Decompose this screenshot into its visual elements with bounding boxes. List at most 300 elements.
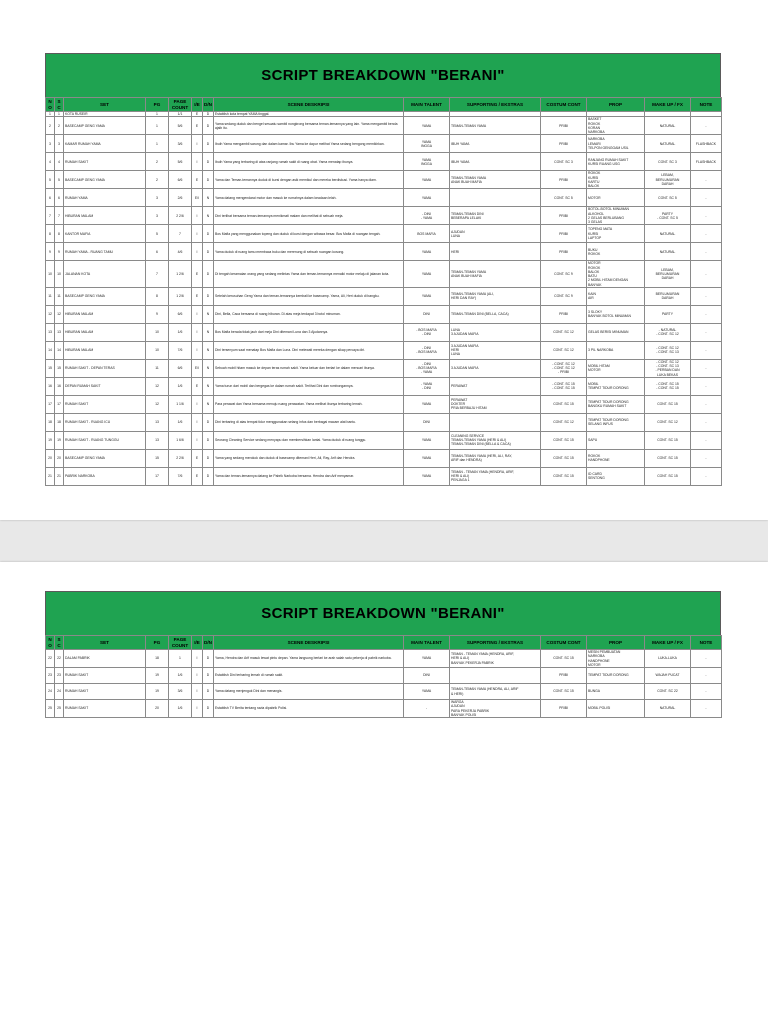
cell-make-up: - CONT. SC 15 - CONT. SC 15 xyxy=(645,377,691,395)
cell-no: 12 xyxy=(46,305,55,323)
cell-page-count: 1/6 xyxy=(169,700,192,718)
cell-main-talent: YAMA xyxy=(404,449,450,467)
cell-supporting: CLEANING SERVICE TEMAN-TEMAN YAMA (HERI & ALI) TEMAN-TEMAN DINI (BELLA & CACA) xyxy=(450,431,541,449)
cell-make-up: LUKA-LUKA xyxy=(645,650,691,668)
cell-dn: N xyxy=(203,359,214,377)
cell-prop: SAPU xyxy=(587,431,645,449)
cell-supporting: 3 AJUDAN MAFIA HERI LUNA xyxy=(450,341,541,359)
cell-scene-desc: Establish Dini terbaring lemah di rumah sakit. xyxy=(214,668,404,684)
cell-no: 18 xyxy=(46,413,55,431)
cell-supporting: TEMAN-TEMAN DINI BEBERAPA LELAKI xyxy=(450,207,541,225)
cell-ie: I xyxy=(192,700,203,718)
cell-pg: 18 xyxy=(146,650,169,668)
cell-main-talent: YAMA xyxy=(404,117,450,135)
table-row xyxy=(46,243,722,261)
title-band xyxy=(45,591,721,635)
cell-scene-desc: Yama datang mengendarai motor dan masuk ke rumahnya dalam keadaan lelah. xyxy=(214,189,404,207)
cell-scene-desc: Establish TV Berita tentang razia dipabrik Polisi. xyxy=(214,700,404,718)
cell-pg: 8 xyxy=(146,287,169,305)
table-row xyxy=(46,189,722,207)
cell-main-talent: YAMA xyxy=(404,431,450,449)
cell-ie: E xyxy=(192,449,203,467)
table-row xyxy=(46,323,722,341)
cell-make-up: LEBAM, BERLUMURAN DARAH xyxy=(645,171,691,189)
cell-page-count: 6/6 xyxy=(169,305,192,323)
col-header-no: NO xyxy=(46,636,55,650)
cell-page-count: 1/6 xyxy=(169,413,192,431)
cell-set: RUMAH SAKIT xyxy=(64,684,146,700)
table-row xyxy=(46,700,722,718)
cell-pg: 7 xyxy=(146,261,169,288)
cell-prop: NARKOBA LEMARI TELPON GENGGAM USIL xyxy=(587,135,645,153)
cell-note: - xyxy=(691,261,722,288)
cell-no: 6 xyxy=(46,189,55,207)
cell-sc: 23 xyxy=(55,668,64,684)
cell-pg: 19 xyxy=(146,668,169,684)
cell-no: 10 xyxy=(46,261,55,288)
breakdown-table-2 xyxy=(45,591,721,718)
cell-sc: 6 xyxy=(55,189,64,207)
cell-main-talent: YAMA INGGA xyxy=(404,153,450,171)
table-row xyxy=(46,305,722,323)
cell-scene-desc: Setelah kerusuhan Geng Yama dan teman-temannya kembali ke basecamp. Yama, Ali, Heri duduk di bangku. xyxy=(214,287,404,305)
cell-costum-cont: CONT. SC 15 xyxy=(541,395,587,413)
col-header-scene-deskripsi: SCENE DESKRIPSI xyxy=(214,636,404,650)
cell-note: - xyxy=(691,650,722,668)
cell-make-up: CONT. SC 3 xyxy=(645,153,691,171)
table-row xyxy=(46,117,722,135)
cell-dn: D xyxy=(203,700,214,718)
cell-sc: 19 xyxy=(55,431,64,449)
cell-dn: D xyxy=(203,153,214,171)
cell-ie: I xyxy=(192,135,203,153)
cell-sc: 5 xyxy=(55,171,64,189)
cell-pg: 17 xyxy=(146,467,169,485)
cell-page-count: 1/6 xyxy=(169,323,192,341)
cell-prop: MOBIL TEMPAT TIDUR DORONG xyxy=(587,377,645,395)
cell-main-talent: YAMA xyxy=(404,189,450,207)
cell-scene-desc: Seorang Cleaning Service sedang menyapu dan membersihkan lantai. Yama duduk di ruang tunggu. xyxy=(214,431,404,449)
cell-note: - xyxy=(691,243,722,261)
cell-note: FLASHBACK xyxy=(691,153,722,171)
cell-pg: 13 xyxy=(146,413,169,431)
cell-ie: E xyxy=(192,112,203,117)
cell-set: RUMAH SAKIT xyxy=(64,153,146,171)
cell-dn: N xyxy=(203,323,214,341)
cell-sc: 12 xyxy=(55,305,64,323)
cell-prop: BUKU ROKOK xyxy=(587,243,645,261)
table-row xyxy=(46,377,722,395)
cell-scene-desc: Yama turun dari mobil dan bergegas ke dalam rumah sakit. Terlihat Dini dan rombongannya. xyxy=(214,377,404,395)
cell-pg: 12 xyxy=(146,395,169,413)
table-row xyxy=(46,135,722,153)
cell-main-talent: YAMA xyxy=(404,395,450,413)
cell-no: 23 xyxy=(46,668,55,684)
cell-set: JALANAN KOTA xyxy=(64,261,146,288)
cell-pg: 3 xyxy=(146,207,169,225)
cell-supporting xyxy=(450,413,541,431)
cell-prop: ROKOK HANDPHONE xyxy=(587,449,645,467)
cell-dn: D xyxy=(203,112,214,117)
cell-prop: ID CARD SENTONG xyxy=(587,467,645,485)
cell-costum-cont: PRIBI xyxy=(541,700,587,718)
cell-main-talent: - YAMA - DINI xyxy=(404,377,450,395)
cell-scene-desc: Yama dan teman-temannya datang ke Pabrik Narkoba bersama. Hendra dan Arif menyamar. xyxy=(214,467,404,485)
cell-ie: I xyxy=(192,431,203,449)
cell-page-count: 3/6 xyxy=(169,135,192,153)
cell-ie: I xyxy=(192,341,203,359)
col-header-set: SET xyxy=(64,98,146,112)
cell-note: - xyxy=(691,467,722,485)
cell-page-count: 1/6 xyxy=(169,377,192,395)
cell-note: - xyxy=(691,323,722,341)
cell-prop: MESIN PEMBUATAN NARKOBA HANDPHONE MOTOR xyxy=(587,650,645,668)
cell-set: RUMAH SAKIT - RUANG TUNGGU xyxy=(64,431,146,449)
cell-set: KANTOR MAFIA xyxy=(64,225,146,243)
table-row xyxy=(46,449,722,467)
cell-sc: 9 xyxy=(55,243,64,261)
cell-make-up: BERLUMURAN DARAH xyxy=(645,287,691,305)
cell-set: HIBURAN MALAM xyxy=(64,341,146,359)
cell-supporting xyxy=(450,668,541,684)
cell-prop: BUNGA xyxy=(587,684,645,700)
cell-sc: 24 xyxy=(55,684,64,700)
cell-main-talent: DINI xyxy=(404,305,450,323)
cell-sc: 1 xyxy=(55,112,64,117)
col-header-costum-cont: COSTUM CONT xyxy=(541,98,587,112)
cell-costum-cont: CONT. SC 15 xyxy=(541,684,587,700)
cell-supporting xyxy=(450,189,541,207)
table-row xyxy=(46,684,722,700)
cell-ie: I xyxy=(192,668,203,684)
col-header-main-talent: MAIN TALENT xyxy=(404,636,450,650)
cell-costum-cont: CONT. SC 5 xyxy=(541,189,587,207)
cell-sc: 15 xyxy=(55,359,64,377)
cell-ie: I xyxy=(192,684,203,700)
cell-note: - xyxy=(691,395,722,413)
cell-scene-desc: Yama sedang duduk dan bengel sesuatu sambil nongkrong bersama teman-temannya yang lain. Yama mengambil benda ajaib itu. xyxy=(214,117,404,135)
cell-scene-desc: Ibuih Yama yang terbaring di atas ranjang rumah sakit di ruang obat. Yama menatap ibunya. xyxy=(214,153,404,171)
cell-no: 24 xyxy=(46,684,55,700)
cell-make-up: - NATURAL - CONT. SC 12 xyxy=(645,323,691,341)
cell-prop: MOBIL HITAM MOTOR xyxy=(587,359,645,377)
cell-ie: I xyxy=(192,243,203,261)
cell-make-up: NATURAL xyxy=(645,225,691,243)
cell-page-count: 5/6 xyxy=(169,117,192,135)
cell-dn: D xyxy=(203,431,214,449)
cell-prop: MOBIL POLISI xyxy=(587,700,645,718)
cell-page-count: 1/6 xyxy=(169,668,192,684)
col-header-page-count: PAGE COUNT xyxy=(169,636,192,650)
col-header-note: NOTE xyxy=(691,98,722,112)
cell-sc: 16 xyxy=(55,377,64,395)
cell-sc: 10 xyxy=(55,261,64,288)
cell-dn: D xyxy=(203,135,214,153)
table-row xyxy=(46,341,722,359)
cell-costum-cont: CONT. SC 15 xyxy=(541,650,587,668)
cell-page-count: 1 2/6 xyxy=(169,287,192,305)
cell-costum-cont: CONT. SC 15 xyxy=(541,449,587,467)
cell-costum-cont: PRIBI xyxy=(541,225,587,243)
cell-note: - xyxy=(691,449,722,467)
cell-main-talent: - xyxy=(404,700,450,718)
cell-dn: D xyxy=(203,225,214,243)
cell-set: BASECAMP GENG YAMA xyxy=(64,449,146,467)
cell-scene-desc: Dini terlihat bersama teman-temannya menikmati malam dan melihat di sebuah meja. xyxy=(214,207,404,225)
cell-sc: 20 xyxy=(55,449,64,467)
cell-prop: BASKET ROKOK KORAN NARKOBA xyxy=(587,117,645,135)
cell-page-count: 1 6/6 xyxy=(169,431,192,449)
cell-sc: 4 xyxy=(55,153,64,171)
cell-prop: TOPENG MATA KURSI LAPTOP xyxy=(587,225,645,243)
cell-make-up: CONT. SC 5 xyxy=(645,189,691,207)
cell-set: RUMAH SAKIT - RUANG ICU xyxy=(64,413,146,431)
cell-ie: E xyxy=(192,261,203,288)
cell-dn: D xyxy=(203,449,214,467)
cell-supporting: TEMAN-TEMAN YAMA xyxy=(450,117,541,135)
cell-pg: 1 xyxy=(146,112,169,117)
cell-set: HIBURAN MALAM xyxy=(64,305,146,323)
cell-no: 20 xyxy=(46,449,55,467)
col-header-pg: PG xyxy=(146,636,169,650)
table-row xyxy=(46,261,722,288)
cell-ie: E xyxy=(192,287,203,305)
cell-sc: 18 xyxy=(55,413,64,431)
cell-note: - xyxy=(691,117,722,135)
table-row xyxy=(46,171,722,189)
cell-dn: N xyxy=(203,341,214,359)
cell-supporting: 3 AJUDAN MAFIA xyxy=(450,359,541,377)
table-row xyxy=(46,650,722,668)
cell-scene-desc: Para perawat dan Yama bersama menuju ruang perawatan. Yama melihat ibunya terbaring lemah. xyxy=(214,395,404,413)
cell-page-count: 5/6 xyxy=(169,153,192,171)
cell-ie: E xyxy=(192,467,203,485)
cell-sc: 21 xyxy=(55,467,64,485)
table-row xyxy=(46,668,722,684)
cell-no: 1 xyxy=(46,112,55,117)
cell-prop: MOTOR ROKOK BALOK BATU 2 MOBIL HITAM DENGAN BANYAK xyxy=(587,261,645,288)
cell-sc: 13 xyxy=(55,323,64,341)
cell-supporting: TEMAN-TEMAN YAMA ANAK BUAH MAFIA xyxy=(450,261,541,288)
table-row xyxy=(46,207,722,225)
table-row xyxy=(46,431,722,449)
cell-pg: 6 xyxy=(146,243,169,261)
col-header-scene-deskripsi: SCENE DESKRIPSI xyxy=(214,98,404,112)
cell-make-up: PARTY xyxy=(645,305,691,323)
cell-ie: I xyxy=(192,153,203,171)
cell-note: - xyxy=(691,189,722,207)
cell-costum-cont: CONT. SC 12 xyxy=(541,413,587,431)
cell-set: DALAM PABRIK xyxy=(64,650,146,668)
col-header-page-count: PAGE COUNT xyxy=(169,98,192,112)
title-band xyxy=(45,53,721,97)
cell-no: 17 xyxy=(46,395,55,413)
cell-sc: 7 xyxy=(55,207,64,225)
cell-main-talent: YAMA xyxy=(404,287,450,305)
cell-no: 2 xyxy=(46,117,55,135)
cell-scene-desc: Dini terbaring di atas tempat tidur menggunakan selang infus dan berbagai macam alat bantu. xyxy=(214,413,404,431)
cell-supporting: TEMAN-TEMAN YAMA ANAK BUAH MAFIA xyxy=(450,171,541,189)
cell-costum-cont: CONT. SC 9 xyxy=(541,261,587,288)
cell-make-up: - CONT. SC 12 - CONT. SC 13 xyxy=(645,341,691,359)
cell-dn: N xyxy=(203,377,214,395)
cell-supporting: PERAWAT DOKTER PRIA BERBAJU HITAM xyxy=(450,395,541,413)
cell-prop: KAIN AIR xyxy=(587,287,645,305)
cell-main-talent: - DINI - BOS MAFIA xyxy=(404,341,450,359)
table-row xyxy=(46,467,722,485)
cell-prop: TEMPAT TIDUR DORONG SELANG INFUS xyxy=(587,413,645,431)
cell-no: 7 xyxy=(46,207,55,225)
cell-dn: N xyxy=(203,207,214,225)
cell-set: RUMAH SAKIT - DEPAN TERAS xyxy=(64,359,146,377)
cell-sc: 11 xyxy=(55,287,64,305)
cell-scene-desc: Yama duduk di ruang tamu membaca buku dan merenung di sebuah ruangan kosong. xyxy=(214,243,404,261)
cell-prop: TEMPAT TIDUR DORONG xyxy=(587,668,645,684)
cell-supporting: PERAWAT xyxy=(450,377,541,395)
cell-costum-cont: - CONT. SC 15 - CONT. SC 15 xyxy=(541,377,587,395)
cell-page-count: 7/6 xyxy=(169,341,192,359)
cell-make-up: LEBAM, BERLUMURAN DARAH xyxy=(645,261,691,288)
cell-set: DEPAN RUMAH SAKIT xyxy=(64,377,146,395)
cell-ie: I xyxy=(192,225,203,243)
cell-dn: D xyxy=(203,117,214,135)
cell-set: BASECAMP GENG YAMA xyxy=(64,287,146,305)
cell-pg: 2 xyxy=(146,153,169,171)
cell-scene-desc: Establish kota tempat YAMA tinggal. xyxy=(214,112,404,117)
cell-supporting: LUNA 3 AJUDAN MAFIA xyxy=(450,323,541,341)
cell-pg: 3 xyxy=(146,189,169,207)
cell-set: HIBURAN MALAM xyxy=(64,323,146,341)
cell-main-talent: YAMA xyxy=(404,243,450,261)
cell-pg: 9 xyxy=(146,305,169,323)
cell-dn: N xyxy=(203,189,214,207)
cell-page-count: 4/6 xyxy=(169,243,192,261)
script-table xyxy=(45,97,722,486)
cell-costum-cont: PRIBI xyxy=(541,135,587,153)
page-title: SCRIPT BREAKDOWN "BERANI" xyxy=(261,605,505,622)
cell-sc: 22 xyxy=(55,650,64,668)
table-row xyxy=(46,225,722,243)
cell-pg: 10 xyxy=(146,323,169,341)
cell-costum-cont: CONT. SC 12 xyxy=(541,323,587,341)
cell-main-talent: BOS MAFIA xyxy=(404,225,450,243)
col-header-dn: D/N xyxy=(203,636,214,650)
cell-note: - xyxy=(691,377,722,395)
col-header-dn: D/N xyxy=(203,98,214,112)
cell-sc: 3 xyxy=(55,135,64,153)
cell-no: 9 xyxy=(46,243,55,261)
cell-no: 4 xyxy=(46,153,55,171)
cell-scene-desc: Yama datang menjenguk Dini dan menangis. xyxy=(214,684,404,700)
cell-dn: D xyxy=(203,413,214,431)
cell-sc: 17 xyxy=(55,395,64,413)
col-header-no: NO xyxy=(46,98,55,112)
col-header-main-talent: MAIN TALENT xyxy=(404,98,450,112)
cell-no: 3 xyxy=(46,135,55,153)
cell-main-talent: DINI xyxy=(404,668,450,684)
cell-supporting: WARGA AJUDAN PARA PEKERJA PABRIK BANYAK POLISI xyxy=(450,700,541,718)
col-header-prop: PROP xyxy=(587,636,645,650)
cell-make-up: CONT. SC 15 xyxy=(645,395,691,413)
cell-main-talent: YAMA xyxy=(404,650,450,668)
cell-make-up: CONT. SC 15 xyxy=(645,449,691,467)
cell-no: 13 xyxy=(46,323,55,341)
cell-costum-cont: PRIBI xyxy=(541,243,587,261)
col-header-sc: SC xyxy=(55,98,64,112)
cell-scene-desc: Di tengah keramaian orang yang sedang melintas Yama dan teman-temannya menaiki motor melaju di jalanan kota. xyxy=(214,261,404,288)
cell-ie: I xyxy=(192,650,203,668)
cell-make-up: NATURAL xyxy=(645,700,691,718)
cell-make-up: PARTY - CONT. SC 5 xyxy=(645,207,691,225)
header-row xyxy=(46,636,722,650)
col-header-supporting: SUPPORTING / EKSTRAS xyxy=(450,98,541,112)
cell-pg: 10 xyxy=(146,341,169,359)
cell-prop: 3 SLOKY BANYAK BOTOL MINUMAN xyxy=(587,305,645,323)
col-header-set: SET xyxy=(64,636,146,650)
cell-pg: 20 xyxy=(146,700,169,718)
table-row xyxy=(46,359,722,377)
cell-prop: MOTOR xyxy=(587,189,645,207)
cell-set: RUMAH SAKIT xyxy=(64,668,146,684)
cell-supporting: IBUH YAMA xyxy=(450,153,541,171)
cell-note: - xyxy=(691,225,722,243)
cell-supporting: TEMAN - TEMAN YAMA (HENDRA, ARIF, HERI & ALI) BANYAK PEKERJA PABRIK xyxy=(450,650,541,668)
cell-make-up: CONT. SC 12 xyxy=(645,413,691,431)
cell-page-count: 2/6 xyxy=(169,189,192,207)
col-header-note: NOTE xyxy=(691,636,722,650)
header-row xyxy=(46,98,722,112)
cell-set: RUMAH YAMA xyxy=(64,189,146,207)
cell-ie: E xyxy=(192,171,203,189)
cell-note: - xyxy=(691,700,722,718)
cell-page-count: 1 1/6 xyxy=(169,395,192,413)
cell-no: 21 xyxy=(46,467,55,485)
cell-no: 15 xyxy=(46,359,55,377)
cell-main-talent: YAMA xyxy=(404,171,450,189)
cell-supporting: TEMAN - TEMAN YAMA (HENDRA, ARIF, HERI & ALI) PENJAGA 1 xyxy=(450,467,541,485)
cell-main-talent: - DINI - BOS MAFIA - YAMA xyxy=(404,359,450,377)
cell-prop: GELAS BERISI MINUMAN xyxy=(587,323,645,341)
cell-scene-desc: Dini tersenyum saat menatap Bos Mafia dan Luna. Dini melewati mereka dengan sikap percaya diri. xyxy=(214,341,404,359)
cell-dn: D xyxy=(203,287,214,305)
cell-no: 25 xyxy=(46,700,55,718)
cell-note: FLASHBACK xyxy=(691,135,722,153)
cell-pg: 5 xyxy=(146,225,169,243)
col-header-ie: I/E xyxy=(192,636,203,650)
cell-set: KAMAR RUMAH YAMA xyxy=(64,135,146,153)
cell-set: RUMAH SAKIT xyxy=(64,700,146,718)
cell-dn: D xyxy=(203,650,214,668)
cell-dn: N xyxy=(203,395,214,413)
col-header-ie: I/E xyxy=(192,98,203,112)
cell-page-count: 6/6 xyxy=(169,171,192,189)
cell-costum-cont: PRIBI xyxy=(541,668,587,684)
cell-main-talent: - DINI - YAMA xyxy=(404,207,450,225)
cell-prop: ROKOK KURSI KARTU BALOK xyxy=(587,171,645,189)
cell-costum-cont: CONT. SC 3 xyxy=(541,153,587,171)
cell-no: 19 xyxy=(46,431,55,449)
cell-ie: E xyxy=(192,377,203,395)
cell-supporting: TEMAN-TEMAN DINI (BELLA, CACA) xyxy=(450,305,541,323)
col-header-costum-cont: COSTUM CONT xyxy=(541,636,587,650)
col-header-make-up: MAKE UP / FX xyxy=(645,98,691,112)
cell-page-count: 1 2/6 xyxy=(169,261,192,288)
cell-page-count: 7/6 xyxy=(169,467,192,485)
col-header-pg: PG xyxy=(146,98,169,112)
cell-dn: D xyxy=(203,171,214,189)
cell-sc: 14 xyxy=(55,341,64,359)
table-body xyxy=(46,112,722,486)
